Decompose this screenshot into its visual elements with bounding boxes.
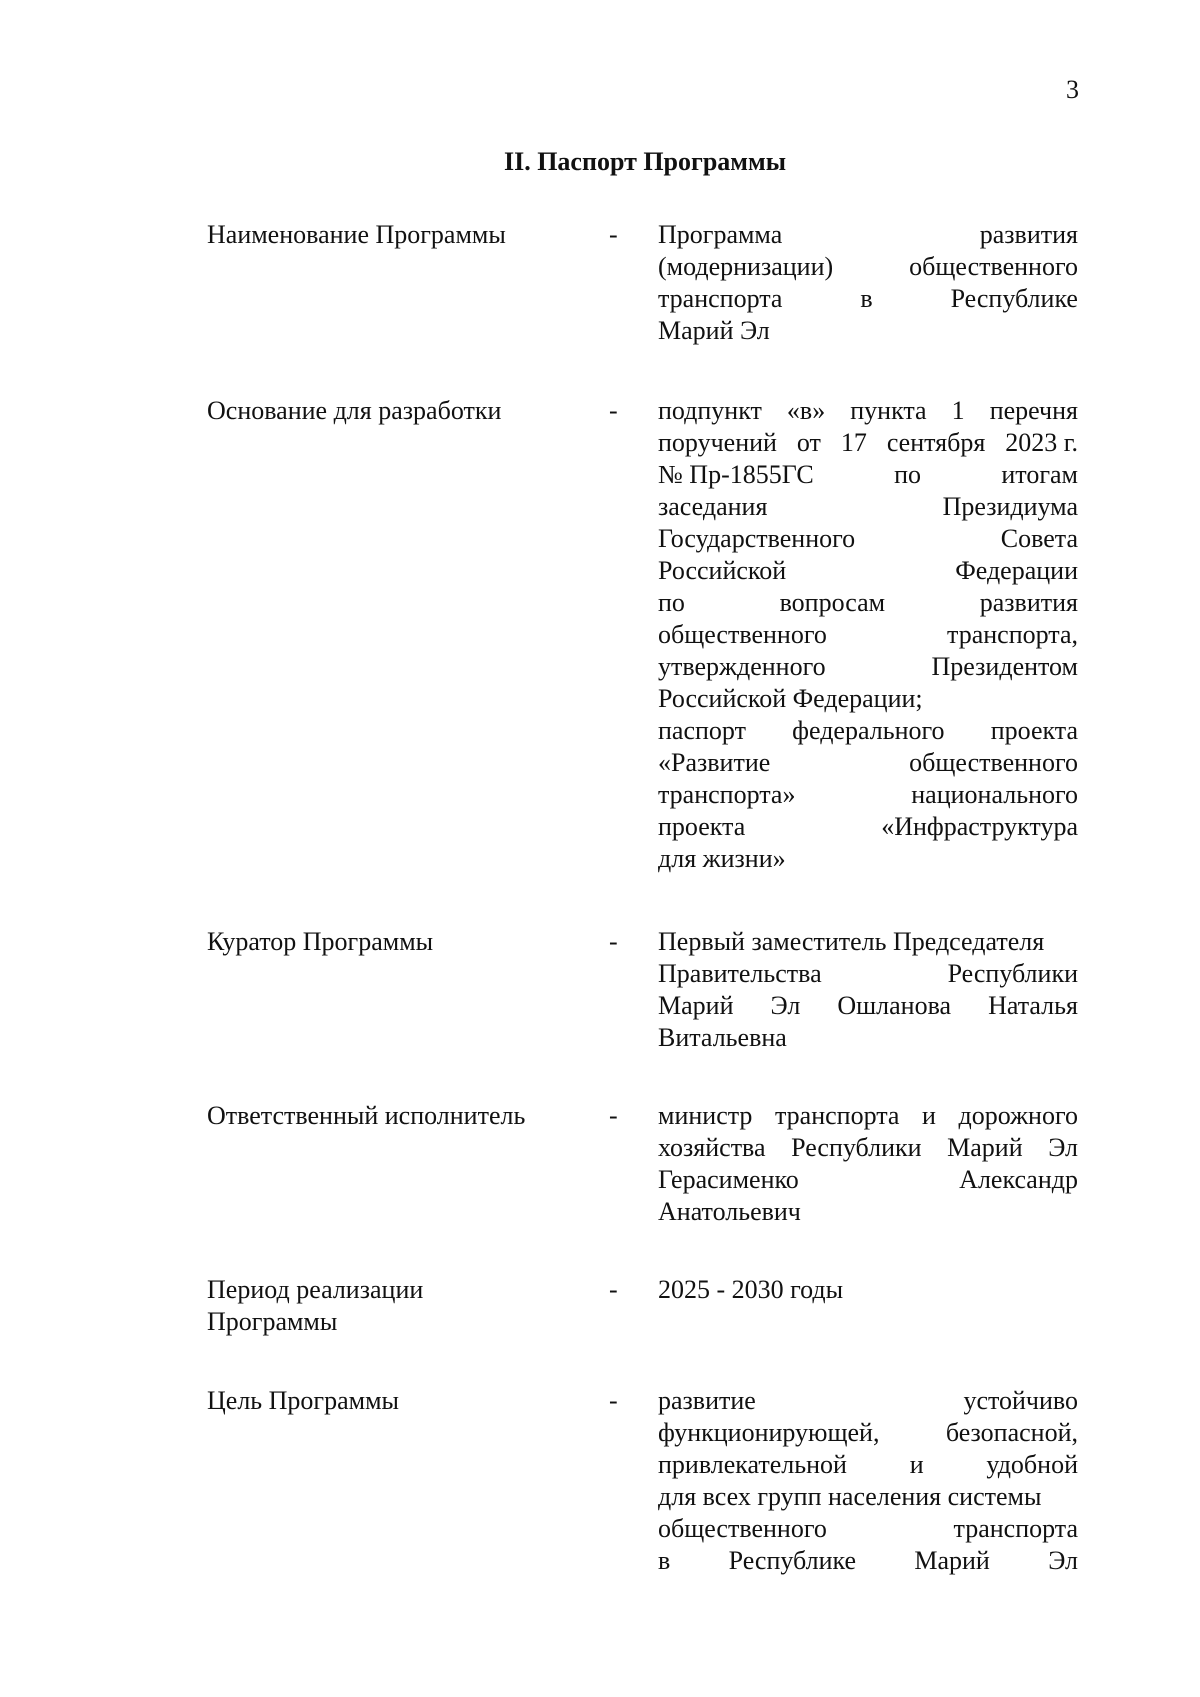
value-word: Анатольевич (658, 1197, 801, 1226)
value-word: заседания (658, 492, 768, 521)
value-word: Марий Эл (658, 316, 770, 345)
value-line (658, 990, 1078, 1022)
value-line (658, 1449, 1078, 1481)
value-word: Эл (1048, 1546, 1078, 1575)
value-word: общественного (909, 748, 1078, 777)
row-label (207, 1100, 567, 1132)
value-line (658, 1545, 1078, 1577)
value-word: в (658, 1546, 671, 1575)
row-dash: - (609, 1386, 618, 1415)
value-word: Эл (1048, 1133, 1078, 1162)
value-word: Совета (1000, 524, 1078, 553)
row-label-line: Наименование Программы (207, 220, 506, 249)
value-word: Ошланова (837, 991, 952, 1020)
value-word: Республики (947, 959, 1078, 988)
value-word: общественного (658, 1514, 827, 1543)
row-dash: - (609, 1101, 618, 1130)
value-word: министр (658, 1101, 753, 1130)
value-line (658, 1164, 1078, 1196)
value-line (658, 651, 1078, 683)
value-word: функционирующей, (658, 1418, 880, 1447)
value-line (658, 1100, 1078, 1132)
value-word: хозяйства (658, 1133, 766, 1162)
value-line (658, 587, 1078, 619)
value-word: Марий (658, 991, 734, 1020)
value-line (658, 779, 1078, 811)
section-title: II. Паспорт Программы (503, 147, 787, 176)
value-word: Александр (959, 1165, 1078, 1194)
row-label (207, 395, 567, 427)
value-word: по (894, 460, 922, 489)
value-word: развития (979, 588, 1078, 617)
value-line (658, 1132, 1078, 1164)
row-label-line: Куратор Программы (207, 927, 434, 956)
value-line (658, 843, 1078, 875)
value-word: Российской Федерации; (658, 684, 923, 713)
value-word: Марий (914, 1546, 990, 1575)
value-word: Республике (728, 1546, 857, 1575)
value-line (658, 219, 1078, 251)
row-label-line: Ответственный исполнитель (207, 1101, 526, 1130)
row-label-line: Период реализации (207, 1275, 424, 1304)
row-value (658, 1100, 1078, 1228)
value-line (658, 1385, 1078, 1417)
row-label (207, 926, 567, 958)
value-word: Эл (770, 991, 801, 1020)
value-word: сентября (886, 428, 986, 457)
value-word: (модернизации) (658, 252, 834, 281)
value-word: 1 (951, 396, 965, 425)
value-word: безопасной, (945, 1418, 1078, 1447)
value-word: для всех групп населения системы (658, 1482, 1042, 1511)
value-word: паспорт (658, 716, 746, 745)
value-line (658, 958, 1078, 990)
value-word: Российской (658, 556, 787, 585)
row-label-line: Цель Программы (207, 1386, 400, 1415)
row-label (207, 1385, 567, 1417)
value-word: «Развитие (658, 748, 771, 777)
value-line (658, 315, 1078, 347)
value-word: транспорта (953, 1514, 1078, 1543)
value-word: «Инфраструктура (881, 812, 1078, 841)
row-dash: - (609, 927, 618, 956)
value-word: проекта (990, 716, 1078, 745)
value-word: общественного (909, 252, 1078, 281)
value-line (658, 427, 1078, 459)
value-word: удобной (986, 1450, 1078, 1479)
value-word: Президентом (931, 652, 1078, 681)
value-word: вопросам (779, 588, 886, 617)
value-line (658, 811, 1078, 843)
row-value (658, 1385, 1078, 1577)
value-word: Республики (791, 1133, 922, 1162)
value-word: Программа (658, 220, 783, 249)
value-line (658, 926, 1078, 958)
value-line (658, 251, 1078, 283)
value-word: Герасименко (658, 1165, 799, 1194)
value-word: Федерации (955, 556, 1078, 585)
row-value (658, 219, 1078, 347)
value-line (658, 1274, 1078, 1306)
row-value (658, 926, 1078, 1054)
value-word: транспорта» (658, 780, 796, 809)
value-word: и (909, 1450, 924, 1479)
value-word: 2023 г. (1005, 428, 1078, 457)
row-label-line: Основание для разработки (207, 396, 502, 425)
value-word: проекта (658, 812, 746, 841)
value-line (658, 395, 1078, 427)
value-word: Витальевна (658, 1023, 787, 1052)
value-word: развития (979, 220, 1078, 249)
value-word: Наталья (988, 991, 1078, 1020)
value-line (658, 1417, 1078, 1449)
value-word: Марий (947, 1133, 1023, 1162)
value-word: 2025 - 2030 годы (658, 1275, 844, 1304)
value-word: Республике (950, 284, 1078, 313)
value-word: транспорта, (947, 620, 1078, 649)
value-word: транспорта (774, 1101, 900, 1130)
value-word: от (796, 428, 821, 457)
value-word: транспорта (658, 284, 783, 313)
value-word: № Пр-1855ГС (658, 460, 814, 489)
value-line (658, 283, 1078, 315)
value-line (658, 1196, 1078, 1228)
value-line (658, 1481, 1078, 1513)
value-line (658, 1513, 1078, 1545)
value-line (658, 747, 1078, 779)
value-word: перечня (989, 396, 1078, 425)
value-word: подпункт (658, 396, 762, 425)
value-word: национального (911, 780, 1078, 809)
value-word: общественного (658, 620, 827, 649)
row-label (207, 1274, 567, 1338)
value-line (658, 555, 1078, 587)
value-word: утвержденного (658, 652, 826, 681)
value-word: и (922, 1101, 936, 1130)
value-word: по (658, 588, 685, 617)
value-word: «в» (786, 396, 826, 425)
value-word: дорожного (958, 1101, 1078, 1130)
value-word: федерального (792, 716, 945, 745)
value-line (658, 715, 1078, 747)
page-number: 3 (1066, 75, 1079, 104)
value-word: Государственного (658, 524, 856, 553)
value-word: Президиума (942, 492, 1078, 521)
value-word: в (860, 284, 873, 313)
value-word: развитие (658, 1386, 756, 1415)
value-word: для жизни» (658, 844, 786, 873)
value-line (658, 683, 1078, 715)
value-line (658, 523, 1078, 555)
value-word: 17 (840, 428, 867, 457)
row-dash: - (609, 220, 618, 249)
value-word: привлекательной (658, 1450, 847, 1479)
value-word: Правительства (658, 959, 822, 988)
value-word: итогам (1001, 460, 1078, 489)
row-label (207, 219, 567, 251)
row-value (658, 395, 1078, 875)
value-word: пункта (850, 396, 927, 425)
value-line (658, 491, 1078, 523)
value-line (658, 1022, 1078, 1054)
row-dash: - (609, 1275, 618, 1304)
row-label-line: Программы (207, 1307, 338, 1336)
row-value (658, 1274, 1078, 1306)
value-word: устойчиво (963, 1386, 1078, 1415)
value-word: поручений (658, 428, 777, 457)
value-word: Первый заместитель Председателя (658, 927, 1045, 956)
value-line (658, 619, 1078, 651)
row-dash: - (609, 396, 618, 425)
value-line (658, 459, 1078, 491)
